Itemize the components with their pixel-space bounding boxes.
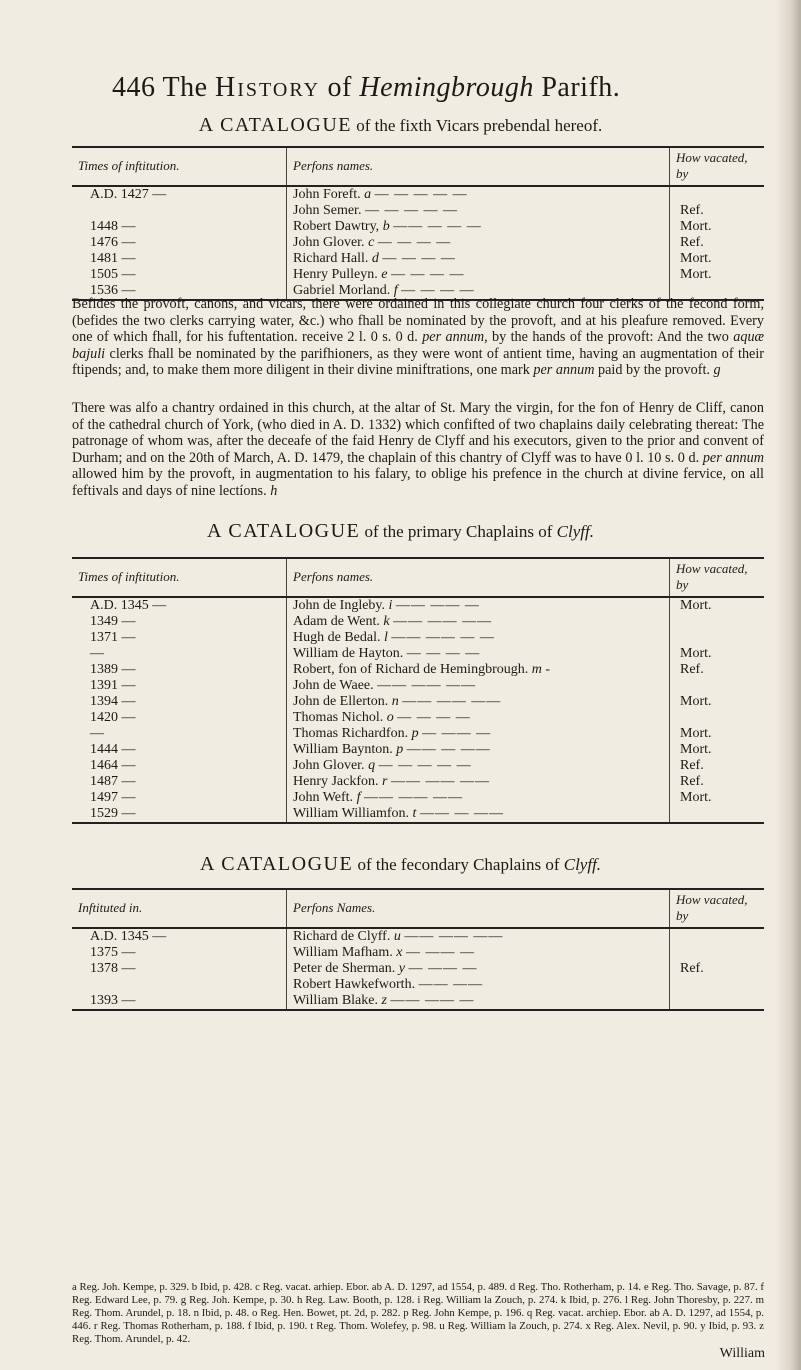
vacated-cell [670,630,765,646]
table-row [72,186,764,203]
table-row [72,993,764,1010]
table-row [72,251,764,267]
person-cell: John Foreft. a — — — — — [287,186,670,203]
catalogue-secondary-title: A CATALOGUE of the fecondary Chaplains of Clyff. [199,853,602,875]
vacated-cell [670,710,765,726]
column-header: Times of inftitution. [72,558,287,597]
vacated-cell: Ref. [680,758,704,773]
vacated-cell: Mort. [680,267,712,282]
year-cell: 1420 — [90,710,136,725]
year-cell: 1375 — [90,945,136,960]
person-cell: John Glover. q — — — — — [287,758,670,774]
running-header [112,72,620,104]
person-cell: Robert Dawtry, b —— — — — [287,219,670,235]
year-cell: 1378 — [90,961,136,976]
year-cell: — [90,646,104,661]
table-row [72,614,764,630]
vacated-cell: Ref. [680,203,704,218]
vacated-cell [670,993,765,1010]
person-cell: Henry Pulleyn. e — — — — [287,267,670,283]
paragraph-chantry: There was alfo a chantry ordained in this church, at the altar of St. Mary the virgin, for the fon of Henry de Cliff, canon of the cathedral church of York, (who died in A. D. 1332) which confifted of two chaplains daily celebrating thereat: The patronage of whom was, after the deceafe of the faid Henry de Clyff and his executors, given to the prior and convent of Durham; and on the 20th of March, A. D. 1479, the chaplain of this chantry of Clyff was to have 0 l. 10 s. 0 d. per annum allowed him by the provoft, in augmentation to his falary, to oblige his prefence in the church at divine fervice, on all feftivals and days of nine lectíons. h [72,400,764,499]
vacated-cell [670,806,765,823]
vacated-cell: Mort. [680,646,712,661]
vacated-cell: Ref. [680,961,704,976]
year-cell [72,977,287,993]
header-of: of [327,72,352,103]
catchword: William [719,1346,765,1361]
person-cell: John Weft. f —— —— —— [287,790,670,806]
column-header: How vacated, by [670,558,765,597]
year-cell: 1497 — [90,790,136,805]
table-row [72,961,764,977]
person-cell: John Semer. — — — — — [287,203,670,219]
year-cell: 1394 — [90,694,136,709]
header-history: History [215,72,321,103]
person-cell: Thomas Nichol. o — — — — [287,710,670,726]
header-the: The [162,72,208,103]
vacated-cell: Ref. [680,662,704,677]
vacated-cell: Mort. [680,694,712,709]
footnotes: a Reg. Joh. Kempe, p. 329. b Ibid, p. 428. c Reg. vacat. arhiep. Ebor. ab A. D. 1297, ad 1554, p. 489. d Reg. Tho. Rotherham, p. 14. e Reg. Tho. Savage, p. 87. f Reg. Edward Lee, p. 79. g Reg. Joh. Kempe, p. 30. h Reg. Law. Booth, p. 128. i Reg. William la Zouch, p. 274. k Ibid, p. 276. l Reg. John Thoresby, p. 227. m Reg. Thom. Arundel, p. 18. n Ibid, p. 48. o Reg. Hen. Bowet, pt. 2d, p. 282. p Reg. John Kempe, p. 196. q Reg. vacat. archiep. Ebor. ab A. D. 1297, ad 1554, p. 446. r Reg. Thomas Rotherham, p. 188. f Ibid, p. 190. t Reg. Thom. Wolefey, p. 98. u Reg. William la Zouch, p. 274. x Reg. Alex. Nevil, p. 90. y Ibid, p. 93. z Reg. Thom. Arundel, p. 42. [72,1281,764,1345]
person-cell: John de Ingleby. i —— —— — [287,597,670,614]
table-row [72,945,764,961]
vacated-cell: Mort. [680,742,712,757]
column-header: Times of inftitution. [72,147,287,186]
year-cell: — [90,726,104,741]
year-cell: A.D. 1345 — [90,598,167,613]
vacated-cell [670,614,765,630]
table-row [72,219,764,235]
person-cell: John de Ellerton. n —— —— —— [287,694,670,710]
person-cell: John Glover. c — — — — [287,235,670,251]
person-cell: Adam de Went. k —— —— —— [287,614,670,630]
table-row [72,678,764,694]
year-cell [72,203,287,219]
catalogue-vicars-table [72,146,764,301]
person-cell: William Mafham. x — —— — [287,945,670,961]
table-row [72,928,764,945]
vacated-cell: Mort. [680,726,712,741]
person-cell: William Williamfon. t —— — —— [287,806,670,823]
person-cell: William Baynton. p —— — —— [287,742,670,758]
table-row [72,726,764,742]
page-edge-shadow [775,0,801,1370]
column-header: Perfons Names. [287,889,670,928]
table-row [72,758,764,774]
table-row [72,597,764,614]
person-cell: Robert, fon of Richard de Hemingbrough. m - [287,662,670,678]
page-number: 446 [112,72,156,103]
year-cell: 1448 — [90,219,136,234]
table-row [72,267,764,283]
person-cell: Richard de Clyff. u —— —— —— [287,928,670,945]
table-row [72,630,764,646]
table-row [72,710,764,726]
person-cell: Peter de Sherman. y — —— — [287,961,670,977]
catalogue-vicars-title: A CATALOGUE of the fixth Vicars prebendal hereof. [198,114,603,136]
year-cell: 1536 — [72,283,287,300]
table-row [72,742,764,758]
person-cell: John de Waee. —— —— —— [287,678,670,694]
year-cell: 1444 — [90,742,136,757]
year-cell: 1393 — [72,993,287,1010]
paragraph-clerks: Befides the provoft, canons, and vicars, there were ordained in this collegiate church four clerks of the fecond form, (befides the two clerks carrying water, &c.) who fhall be nominated by the provoft, and at his pleafure removed. Every one of which fhall, for his fuftentation. receive 2 l. 0 s. 0 d. per annum, by the hands of the provoft: And the two aquæ bajuli clerks fhall be nominated by the parifhioners, as they were wont of antient time, having an augmentation of their ftipends; and, to make them more diligent in their divine miniftrations, one mark per annum paid by the provoft. g [72,296,765,379]
person-cell: Henry Jackfon. r —— —— —— [287,774,670,790]
column-header: How vacated, by [670,889,765,928]
column-header: Inftituted in. [72,889,287,928]
year-cell: 1464 — [90,758,136,773]
year-cell: A.D. 1345 — [90,929,167,944]
year-cell: 1529 — [72,806,287,823]
table-row [72,203,764,219]
column-header: How vacated, by [670,147,765,186]
table-row [72,806,764,823]
person-cell: Robert Hawkefworth. —— —— [287,977,670,993]
vacated-cell: Ref. [680,774,704,789]
year-cell: 1371 — [90,630,136,645]
person-cell: William Blake. z —— —— — [287,993,670,1010]
table-row [72,774,764,790]
year-cell: 1389 — [90,662,136,677]
year-cell: A.D. 1427 — [90,187,167,202]
vacated-cell: Mort. [680,251,712,266]
header-parish-name: Hemingbrough [359,72,534,103]
table-row [72,662,764,678]
table-row [72,977,764,993]
catalogue-primary-table [72,557,764,824]
year-cell: 1481 — [90,251,136,266]
vacated-cell: Mort. [680,219,712,234]
table-row [72,694,764,710]
person-cell: Thomas Richardfon. p — —— — [287,726,670,742]
year-cell: 1505 — [90,267,136,282]
vacated-cell [670,186,765,203]
person-cell: William de Hayton. — — — — [287,646,670,662]
header-parish: Parifh. [541,72,621,103]
table-row [72,790,764,806]
table-row [72,646,764,662]
vacated-cell: Mort. [680,598,712,613]
vacated-cell: Mort. [680,790,712,805]
vacated-cell: Ref. [680,235,704,250]
column-header: Perfons names. [287,147,670,186]
column-header: Perfons names. [287,558,670,597]
year-cell: 1476 — [90,235,136,250]
person-cell: Gabriel Morland. f — — — — [287,283,670,300]
person-cell: Richard Hall. d — — — — [287,251,670,267]
table-row [72,235,764,251]
vacated-cell [670,678,765,694]
vacated-cell [670,977,765,993]
vacated-cell [670,928,765,945]
person-cell: Hugh de Bedal. l —— —— — — [287,630,670,646]
year-cell: 1349 — [90,614,136,629]
vacated-cell [670,945,765,961]
catalogue-primary-title: A CATALOGUE of the primary Chaplains of Clyff. [207,520,594,542]
year-cell: 1391 — [90,678,136,693]
year-cell: 1487 — [90,774,136,789]
catalogue-secondary-table [72,888,764,1011]
